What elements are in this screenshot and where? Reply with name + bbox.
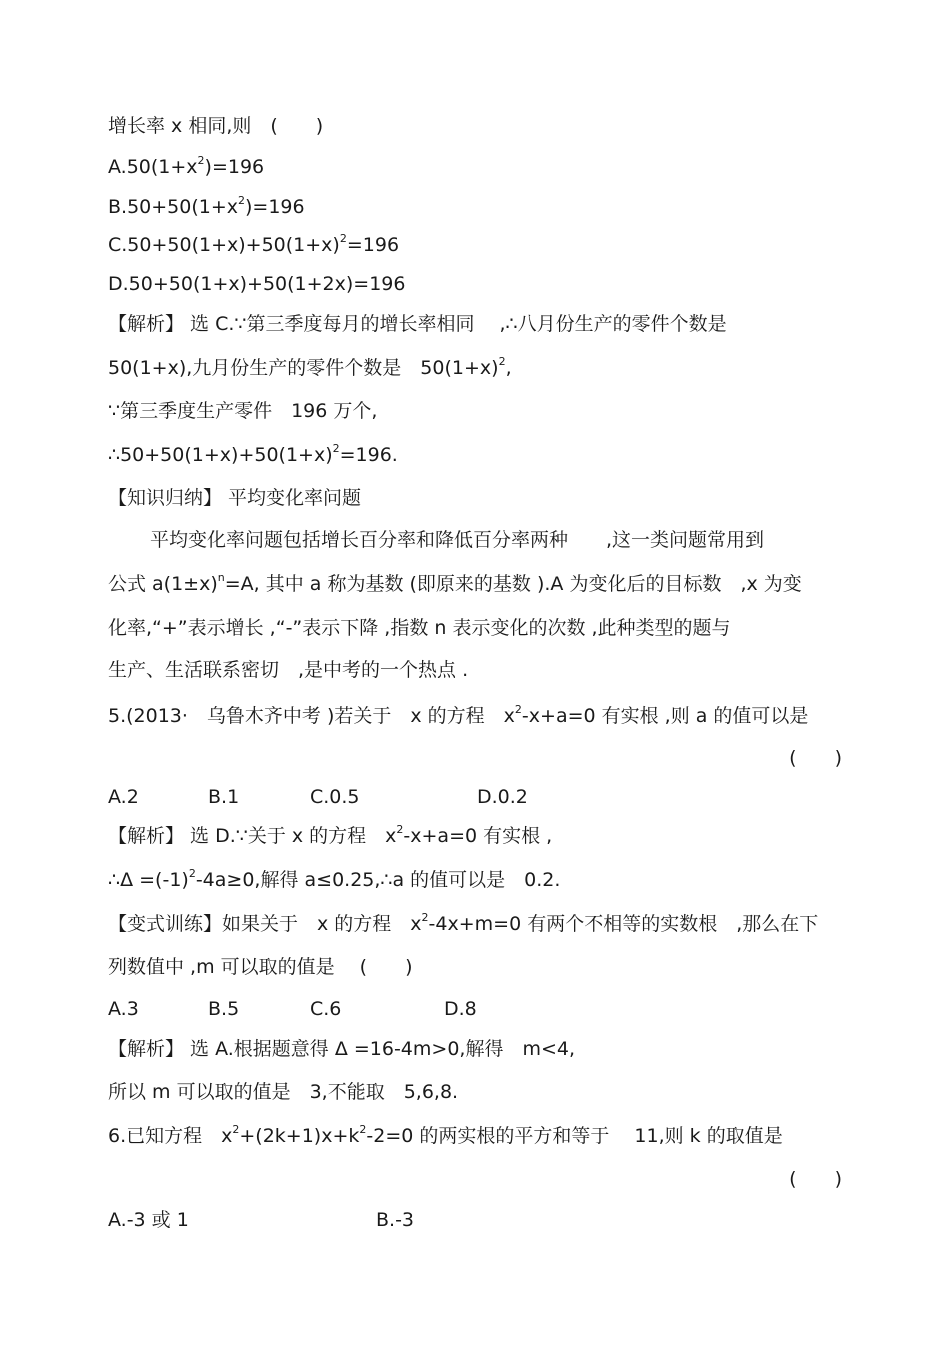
- q5-analysis-line2: [108, 867, 560, 893]
- q5-stem-text: 5.(2013· 乌鲁木齐中考 )若关于 x 的方程 x: [108, 705, 515, 727]
- variant-line1-sup: 2: [421, 911, 429, 924]
- q5-option-d: D.0.2: [477, 786, 528, 808]
- q5-analysis-line2-text: ∴Δ =(-1): [108, 869, 189, 891]
- q4-analysis-line2-text: 50(1+x),九月份生产的零件个数是 50(1+x): [108, 357, 499, 379]
- variant-options: [108, 996, 477, 1022]
- q5-stem: [108, 703, 808, 729]
- q6-stem-text: 6.已知方程 x: [108, 1125, 233, 1147]
- knowledge-paragraph-2-end: =A, 其中 a 称为基数 (即原来的基数 ).A 为变化后的目标数 ,x 为变: [224, 573, 802, 595]
- q4-analysis-line4-sup: 2: [332, 442, 340, 455]
- q4-analysis-line2: [108, 355, 512, 381]
- q5-analysis-line1-end: -x+a=0 有实根 ,: [403, 825, 553, 847]
- q6-stem-sup-1: 2: [232, 1123, 240, 1136]
- q6-options: [108, 1207, 414, 1233]
- q5-options: [108, 784, 528, 810]
- q5-option-c: C.0.5: [310, 786, 360, 808]
- q4-option-c-text: C.50+50(1+x)+50(1+x): [108, 234, 340, 256]
- q6-stem: [108, 1123, 783, 1149]
- q6-stem-end: -2=0 的两实根的平方和等于 11,则 k 的取值是: [366, 1125, 783, 1147]
- q5-answer-bracket: ( ): [789, 747, 842, 769]
- q4-analysis-line2-end: ,: [505, 357, 512, 379]
- q4-option-b-text-end: )=196: [245, 196, 305, 218]
- q4-analysis-line3: ∵第三季度生产零件 196 万个,: [108, 400, 378, 422]
- q6-answer-bracket: ( ): [789, 1168, 842, 1190]
- q5-option-a: A.2: [108, 786, 139, 808]
- q4-option-a-text-end: )=196: [204, 156, 265, 178]
- q5-analysis-line1-text: 【解析】 选 D.∵关于 x 的方程 x: [108, 825, 397, 847]
- q6-stem-middle: +(2k+1)x+k: [239, 1125, 360, 1147]
- q4-option-b: [108, 194, 305, 220]
- knowledge-paragraph-2-sup: n: [217, 571, 225, 584]
- q4-analysis-line4: [108, 442, 398, 468]
- variant-line2: 列数值中 ,m 可以取的值是 ( ): [108, 956, 413, 978]
- q4-option-c-sup: 2: [339, 232, 347, 245]
- q4-option-c: [108, 232, 399, 258]
- q4-analysis-line2-sup: 2: [498, 355, 506, 368]
- knowledge-paragraph-2: [108, 571, 802, 597]
- variant-option-d: D.8: [444, 998, 477, 1020]
- variant-option-a: A.3: [108, 998, 139, 1020]
- q5-analysis-line1: [108, 823, 552, 849]
- q5-analysis-line2-sup: 2: [188, 867, 196, 880]
- q4-option-a-sup: 2: [197, 154, 205, 167]
- q6-option-a: A.-3 或 1: [108, 1209, 189, 1231]
- variant-option-b: B.5: [208, 998, 240, 1020]
- q4-option-c-text-end: =196: [346, 234, 400, 256]
- knowledge-paragraph-4: 生产、生活联系密切 ,是中考的一个热点 .: [108, 659, 469, 681]
- variant-line1: [108, 911, 818, 937]
- q5-stem-end: -x+a=0 有实根 ,则 a 的值可以是: [521, 705, 809, 727]
- q4-analysis-line4-text: ∴50+50(1+x)+50(1+x): [108, 444, 333, 466]
- q4-option-a-text: A.50(1+x: [108, 156, 198, 178]
- q6-stem-sup-2: 2: [359, 1123, 367, 1136]
- q4-option-d: D.50+50(1+x)+50(1+2x)=196: [108, 273, 406, 295]
- q4-option-b-sup: 2: [238, 194, 246, 207]
- q5-stem-sup: 2: [514, 703, 522, 716]
- knowledge-title: 【知识归纳】 平均变化率问题: [108, 487, 362, 509]
- variant-analysis-line2: 所以 m 可以取的值是 3,不能取 5,6,8.: [108, 1081, 459, 1103]
- q4-stem-end: 增长率 x 相同,则 ( ): [108, 115, 324, 137]
- q6-option-b: B.-3: [376, 1209, 415, 1231]
- q4-option-b-text: B.50+50(1+x: [108, 196, 239, 218]
- variant-line1-end: -4x+m=0 有两个不相等的实数根 ,那么在下: [428, 913, 819, 935]
- knowledge-paragraph-2-text: 公式 a(1±x): [108, 573, 218, 595]
- q4-option-a: [108, 154, 264, 180]
- knowledge-paragraph-1: 平均变化率问题包括增长百分率和降低百分率两种 ,这一类问题常用到: [150, 529, 765, 551]
- q4-analysis-line4-end: =196.: [339, 444, 398, 466]
- variant-line1-text: 【变式训练】如果关于 x 的方程 x: [108, 913, 422, 935]
- q5-analysis-line1-sup: 2: [396, 823, 404, 836]
- knowledge-paragraph-3: 化率,“+”表示增长 ,“-”表示下降 ,指数 n 表示变化的次数 ,此种类型的题与: [108, 617, 731, 639]
- q4-analysis-line1: 【解析】 选 C.∵第三季度每月的增长率相同 ,∴八月份生产的零件个数是: [108, 313, 727, 335]
- variant-option-c: C.6: [310, 998, 342, 1020]
- q5-analysis-line2-end: -4a≥0,解得 a≤0.25,∴a 的值可以是 0.2.: [195, 869, 561, 891]
- q5-option-b: B.1: [208, 786, 240, 808]
- variant-analysis-line1: 【解析】 选 A.根据题意得 Δ =16-4m>0,解得 m<4,: [108, 1038, 576, 1060]
